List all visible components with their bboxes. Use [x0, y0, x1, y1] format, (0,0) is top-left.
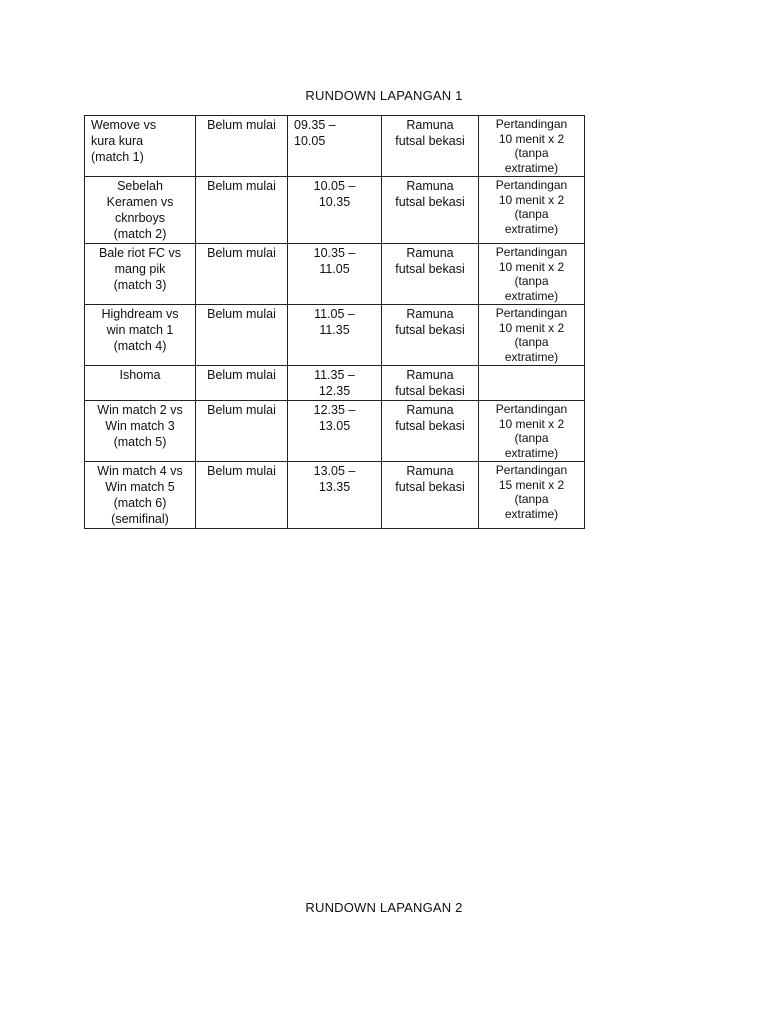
note-cell: Pertandingan 10 menit x 2 (tanpa extratime) [479, 177, 585, 244]
venue-cell: Ramuna futsal bekasi [382, 462, 479, 529]
table-row [85, 305, 585, 366]
table-row [85, 401, 585, 462]
venue-cell: Ramuna futsal bekasi [382, 305, 479, 366]
status-cell: Belum mulai [196, 401, 288, 462]
note-cell: Pertandingan 15 menit x 2 (tanpa extratime) [479, 462, 585, 529]
status-cell: Belum mulai [196, 366, 288, 401]
venue-cell: Ramuna futsal bekasi [382, 177, 479, 244]
match-cell: Wemove vs kura kura (match 1) [85, 116, 196, 177]
table-row [85, 462, 585, 529]
status-cell: Belum mulai [196, 244, 288, 305]
venue-cell: Ramuna futsal bekasi [382, 116, 479, 177]
time-cell: 13.05 – 13.35 [288, 462, 382, 529]
table-row [85, 366, 585, 401]
note-cell: Pertandingan 10 menit x 2 (tanpa extratime) [479, 305, 585, 366]
match-cell: Bale riot FC vs mang pik (match 3) [85, 244, 196, 305]
rundown-table [84, 115, 585, 529]
note-cell: Pertandingan 10 menit x 2 (tanpa extratime) [479, 116, 585, 177]
match-cell: Win match 2 vs Win match 3 (match 5) [85, 401, 196, 462]
note-cell: Pertandingan 10 menit x 2 (tanpa extratime) [479, 401, 585, 462]
note-cell [479, 366, 585, 401]
venue-cell: Ramuna futsal bekasi [382, 244, 479, 305]
time-cell: 12.35 – 13.05 [288, 401, 382, 462]
time-cell: 09.35 – 10.05 [288, 116, 382, 177]
table-row [85, 177, 585, 244]
status-cell: Belum mulai [196, 462, 288, 529]
table-row [85, 244, 585, 305]
status-cell: Belum mulai [196, 305, 288, 366]
rundown-lapangan-1-title: RUNDOWN LAPANGAN 1 [305, 88, 463, 103]
match-cell: Sebelah Keramen vs cknrboys (match 2) [85, 177, 196, 244]
time-cell: 11.35 – 12.35 [288, 366, 382, 401]
rundown-lapangan-2-title: RUNDOWN LAPANGAN 2 [305, 900, 463, 915]
venue-cell: Ramuna futsal bekasi [382, 366, 479, 401]
note-cell: Pertandingan 10 menit x 2 (tanpa extratime) [479, 244, 585, 305]
venue-cell: Ramuna futsal bekasi [382, 401, 479, 462]
status-cell: Belum mulai [196, 177, 288, 244]
match-cell: Highdream vs win match 1 (match 4) [85, 305, 196, 366]
time-cell: 10.35 – 11.05 [288, 244, 382, 305]
match-cell: Ishoma [85, 366, 196, 401]
table-row [85, 116, 585, 177]
status-cell: Belum mulai [196, 116, 288, 177]
time-cell: 10.05 – 10.35 [288, 177, 382, 244]
time-cell: 11.05 – 11.35 [288, 305, 382, 366]
match-cell: Win match 4 vs Win match 5 (match 6) (semifinal) [85, 462, 196, 529]
